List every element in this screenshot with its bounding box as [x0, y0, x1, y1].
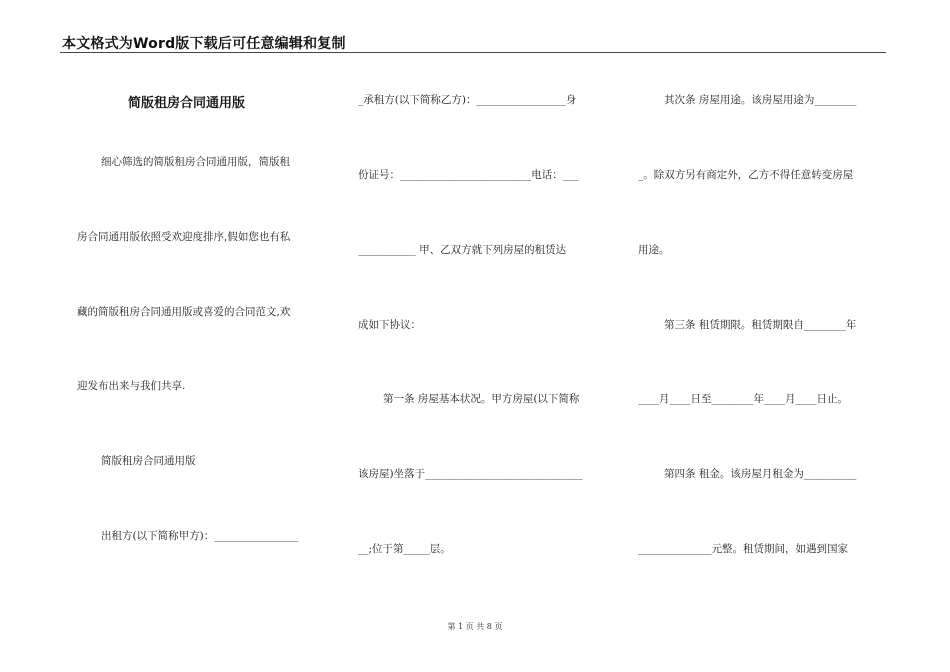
- column3-line-5: ____月____日至________年____月____日止。: [638, 393, 848, 405]
- column3-line-3: 用途。: [638, 244, 670, 256]
- column1-line-6: 出租方(以下简称甲方)：________________: [101, 530, 299, 542]
- page-indicator: 第 1 页 共 8 页: [447, 622, 503, 631]
- column2-line-2: 份证号：_________________________电话：___: [358, 169, 579, 181]
- column1-line-2: 房合同通用版依照受欢迎度排序,假如您也有私: [77, 231, 291, 243]
- column1-line-5: 简版租房合同通用版: [101, 455, 196, 467]
- column2-line-6: 该房屋)坐落于______________________________: [358, 468, 583, 480]
- column3-line-7: ______________元整。租赁期间，如遇到国家: [638, 543, 848, 555]
- column3-line-1: 其次条 房屋用途。该房屋用途为________: [664, 94, 857, 106]
- column3-line-4: 第三条 租赁期限。租赁期限自________年: [664, 319, 857, 331]
- document-title: 简版租房合同通用版: [128, 96, 246, 111]
- header-divider: [60, 52, 886, 53]
- column3-line-2: _。除双方另有商定外，乙方不得任意转变房屋: [638, 169, 854, 181]
- column1-line-3: 藏的简版租房合同通用版或喜爱的合同范文,欢: [77, 306, 291, 318]
- column1-line-1: 细心筛选的简版租房合同通用版，简版租: [101, 156, 290, 168]
- column2-line-1: _承租方(以下简称乙方)：_________________身: [358, 94, 577, 106]
- column2-line-7: __;位于第_____层。: [358, 543, 451, 555]
- column2-line-4: 成如下协议：: [358, 319, 421, 331]
- column3-line-6: 第四条 租金。该房屋月租金为__________: [664, 468, 857, 480]
- column1-line-4: 迎发布出来与我们共享.: [77, 380, 186, 392]
- column2-line-3: ___________ 甲、乙双方就下列房屋的租赁达: [358, 244, 567, 256]
- header-title: 本文格式为Word版下载后可任意编辑和复制: [62, 36, 346, 52]
- column2-line-5: 第一条 房屋基本状况。甲方房屋(以下简称: [383, 393, 580, 405]
